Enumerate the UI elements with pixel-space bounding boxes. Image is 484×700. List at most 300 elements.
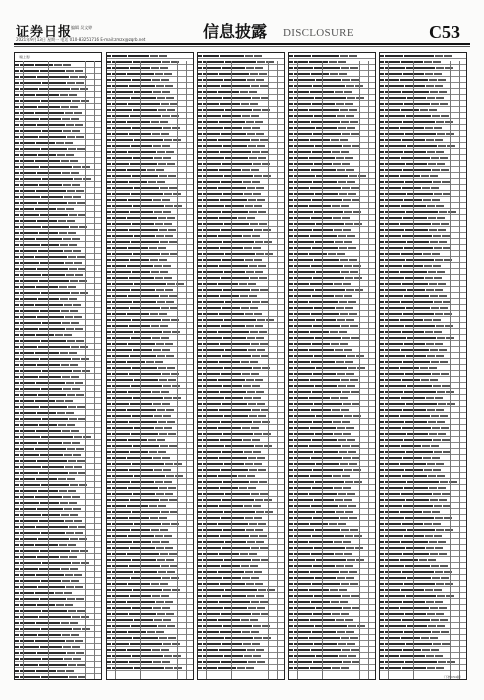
table-cell: [15, 394, 19, 396]
table-cell: [250, 331, 258, 333]
table-cell: [380, 55, 384, 57]
table-cell: [344, 91, 352, 93]
table-cell: [70, 76, 78, 78]
table-cell: [404, 55, 434, 57]
table-cell: [15, 598, 19, 600]
table-cell: [245, 571, 253, 573]
table-cell: [259, 223, 267, 225]
table-cell: [66, 586, 74, 588]
table-cell: [346, 169, 354, 171]
table-cell: [154, 619, 162, 621]
table-cell: [332, 667, 340, 669]
table-cell: [15, 484, 19, 486]
table-cell: [434, 277, 442, 279]
table-cell: [260, 547, 268, 549]
table-cell: [313, 661, 342, 663]
table-cell: [36, 334, 54, 336]
table-cell: [248, 607, 256, 609]
table-cell: [336, 511, 344, 513]
table-cell: [107, 643, 111, 645]
column-divider: [368, 61, 369, 679]
table-cell: [289, 295, 293, 297]
table-cell: [312, 295, 334, 297]
table-cell: [258, 157, 266, 159]
table-cell: [340, 517, 348, 519]
table-cell: [380, 277, 384, 279]
table-cell: [15, 448, 19, 450]
table-cell: [247, 133, 255, 135]
table-cell: [256, 391, 264, 393]
table-cell: [15, 574, 19, 576]
column-divider: [85, 61, 86, 679]
table-cell: [132, 271, 150, 273]
table-cell: [107, 439, 111, 441]
table-cell: [253, 421, 261, 423]
table-cell: [251, 601, 259, 603]
table-cell: [73, 166, 81, 168]
table-cell: [343, 145, 351, 147]
table-cell: [66, 412, 74, 414]
table-cell: [128, 103, 160, 105]
table-cell: [256, 79, 264, 81]
table-cell: [130, 643, 162, 645]
table-cell: [198, 235, 202, 237]
table-cell: [380, 559, 384, 561]
table-cell: [289, 277, 293, 279]
table-cell: [289, 169, 293, 171]
table-cell: [380, 145, 384, 147]
table-cell: [163, 211, 171, 213]
table-cell: [63, 238, 71, 240]
table-cell: [257, 319, 265, 321]
table-cell: [289, 451, 293, 453]
table-cell: [107, 397, 111, 399]
table-cell: [147, 169, 155, 171]
table-cell: [437, 421, 445, 423]
table-cell: [67, 220, 75, 222]
table-cell: [329, 61, 337, 63]
table-cell: [71, 88, 79, 90]
table-cell: [265, 511, 273, 513]
table-cell: [402, 139, 425, 141]
table-cell: [15, 508, 19, 510]
table-cell: [72, 130, 80, 132]
table-cell: [40, 358, 71, 360]
table-cell: [435, 571, 443, 573]
table-cell: [15, 592, 19, 594]
table-cell: [404, 487, 428, 489]
table-cell: [15, 442, 19, 444]
table-cell: [36, 142, 55, 144]
table-cell: [151, 271, 159, 273]
table-cell: [162, 373, 170, 375]
table-cell: [331, 139, 339, 141]
table-cell: [289, 259, 293, 261]
table-cell: [289, 391, 293, 393]
table-cell: [400, 415, 430, 417]
table-cell: [354, 481, 362, 483]
table-cell: [251, 139, 259, 141]
table-cell: [441, 577, 449, 579]
table-cell: [243, 385, 251, 387]
table-cell: [198, 379, 202, 381]
table-cell: [162, 199, 170, 201]
table-cell: [380, 661, 384, 663]
table-cell: [314, 547, 345, 549]
table-cell: [151, 325, 159, 327]
table-cell: [400, 175, 420, 177]
disclosure-table-area: [14, 52, 470, 684]
table-cell: [154, 265, 162, 267]
table-cell: [258, 265, 266, 267]
table-cell: [255, 499, 263, 501]
table-cell: [15, 436, 19, 438]
table-cell: [341, 613, 349, 615]
table-cell: [198, 415, 202, 417]
table-cell: [380, 625, 384, 627]
table-cell: [442, 439, 450, 441]
table-cell: [427, 409, 435, 411]
table-cell: [334, 487, 342, 489]
table-cell: [341, 379, 349, 381]
table-cell: [15, 352, 19, 354]
table-cell: [441, 373, 449, 375]
table-cell: [41, 340, 66, 342]
table-cell: [248, 283, 256, 285]
table-cell: [70, 538, 78, 540]
table-cell: [76, 394, 84, 396]
table-cell: [149, 451, 157, 453]
table-cell: [15, 196, 19, 198]
table-cell: [255, 325, 263, 327]
table-cell: [439, 241, 447, 243]
column-divider: [206, 61, 207, 679]
table-cell: [346, 319, 354, 321]
table-cell: [313, 469, 343, 471]
table-cell: [380, 181, 384, 183]
table-cell: [40, 646, 62, 648]
table-cell: [107, 505, 111, 507]
table-cell: [155, 535, 163, 537]
table-cell: [198, 595, 202, 597]
table-cell: [63, 130, 71, 132]
table-cell: [67, 598, 75, 600]
table-cell: [158, 367, 166, 369]
table-cell: [380, 223, 384, 225]
table-cell: [345, 103, 353, 105]
table-cell: [107, 73, 111, 75]
table-cell: [73, 508, 81, 510]
table-cell: [405, 469, 423, 471]
table-cell: [405, 661, 437, 663]
table-cell: [36, 238, 62, 240]
table-cell: [404, 391, 436, 393]
table-cell: [428, 625, 436, 627]
table-cell: [198, 331, 202, 333]
table-cell: [198, 565, 202, 567]
table-cell: [107, 517, 111, 519]
table-cell: [37, 652, 66, 654]
table-cell: [198, 187, 202, 189]
table-cell: [77, 406, 85, 408]
table-cell: [218, 667, 236, 669]
table-cell: [15, 616, 19, 618]
table-cell: [253, 367, 261, 369]
table-cell: [313, 517, 339, 519]
column-divider: [413, 61, 414, 679]
table-cell: [253, 163, 261, 165]
table-cell: [242, 577, 250, 579]
table-cell: [339, 505, 347, 507]
table-cell: [107, 469, 111, 471]
table-cell: [36, 286, 58, 288]
table-cell: [421, 379, 429, 381]
table-cell: [402, 619, 430, 621]
table-cell: [61, 160, 69, 162]
table-cell: [444, 259, 452, 261]
table-cell: [160, 499, 168, 501]
table-cell: [218, 331, 249, 333]
table-cell: [309, 253, 327, 255]
table-cell: [107, 127, 111, 129]
table-cell: [400, 607, 429, 609]
table-cell: [348, 655, 356, 657]
table-cell: [159, 487, 167, 489]
table-cell: [15, 142, 19, 144]
column-divider: [115, 61, 116, 679]
table-cell: [260, 343, 268, 345]
table-cell: [331, 343, 339, 345]
table-cell: [346, 85, 354, 87]
table-cell: [435, 259, 443, 261]
table-cell: [59, 286, 67, 288]
table-cell: [69, 418, 77, 420]
table-cell: [347, 181, 355, 183]
table-cell: [430, 241, 438, 243]
table-cell: [107, 535, 111, 537]
table-cell: [402, 475, 427, 477]
table-cell: [38, 106, 60, 108]
table-cell: [289, 337, 293, 339]
table-cell: [68, 148, 76, 150]
table-cell: [42, 466, 64, 468]
table-cell: [162, 403, 170, 405]
table-cell: [431, 307, 439, 309]
table-cell: [431, 619, 439, 621]
table-cell: [341, 121, 349, 123]
table-cell: [70, 280, 78, 282]
table-cell: [157, 439, 165, 441]
table-cell: [71, 118, 79, 120]
table-cell: [198, 607, 202, 609]
table-cell: [149, 505, 157, 507]
table-cell: [347, 493, 355, 495]
table-cell: [127, 505, 148, 507]
table-cell: [289, 133, 293, 135]
table-cell: [380, 247, 384, 249]
table-cell: [171, 577, 179, 579]
table-cell: [153, 607, 161, 609]
table-cell: [356, 97, 364, 99]
table-cell: [337, 631, 345, 633]
table-cell: [251, 631, 259, 633]
table-cell: [431, 565, 439, 567]
table-cell: [107, 163, 111, 165]
table-cell: [60, 556, 68, 558]
table-cell: [242, 631, 250, 633]
table-cell: [107, 91, 111, 93]
table-cell: [68, 256, 76, 258]
table-cell: [107, 475, 111, 477]
table-cell: [60, 502, 68, 504]
table-cell: [198, 577, 202, 579]
table-cell: [426, 343, 434, 345]
table-cell: [421, 637, 429, 639]
table-cell: [132, 463, 164, 465]
table-cell: [107, 223, 111, 225]
table-cell: [254, 637, 262, 639]
table-cell: [41, 436, 73, 438]
table-cell: [289, 487, 293, 489]
table-cell: [346, 631, 354, 633]
table-cell: [75, 586, 83, 588]
table-cell: [341, 271, 349, 273]
table-cell: [68, 232, 76, 234]
table-cell: [312, 631, 336, 633]
table-cell: [107, 325, 111, 327]
table-cell: [289, 655, 293, 657]
table-cell: [340, 343, 348, 345]
table-cell: [72, 562, 80, 564]
table-cell: [351, 79, 359, 81]
table-cell: [168, 637, 176, 639]
table-cell: [242, 427, 250, 429]
table-cell: [251, 577, 259, 579]
table-cell: [150, 55, 158, 57]
table-cell: [155, 73, 163, 75]
table-cell: [218, 91, 239, 93]
table-cell: [198, 535, 202, 537]
table-cell: [353, 211, 361, 213]
table-cell: [404, 535, 424, 537]
table-cell: [163, 469, 171, 471]
table-cell: [380, 79, 384, 81]
table-cell: [249, 265, 257, 267]
table-cell: [345, 277, 353, 279]
table-cell: [15, 244, 19, 246]
column-divider: [48, 61, 49, 679]
table-cell: [198, 475, 202, 477]
table-cell: [72, 100, 80, 102]
table-cell: [444, 571, 452, 573]
table-cell: [159, 637, 167, 639]
table-cell: [198, 97, 202, 99]
table-cell: [66, 670, 74, 672]
header-rule: [14, 43, 470, 45]
table-cell: [15, 418, 19, 420]
table-cell: [132, 223, 154, 225]
table-cell: [289, 355, 293, 357]
table-cell: [198, 313, 202, 315]
table-cell: [406, 595, 436, 597]
table-cell: [163, 385, 171, 387]
table-cell: [426, 655, 434, 657]
table-cell: [224, 559, 251, 561]
table-cell: [172, 385, 180, 387]
table-cell: [315, 625, 347, 627]
table-cell: [380, 259, 384, 261]
table-cell: [331, 397, 339, 399]
table-cell: [67, 478, 75, 480]
table-cell: [61, 514, 69, 516]
table-cell: [198, 421, 202, 423]
table-cell: [151, 583, 159, 585]
table-cell: [250, 535, 258, 537]
table-cell: [128, 295, 159, 297]
table-cell: [289, 493, 293, 495]
table-cell: [407, 145, 437, 147]
table-cell: [429, 367, 437, 369]
table-cell: [198, 391, 202, 393]
table-cell: [147, 631, 155, 633]
table-cell: [54, 64, 62, 66]
table-cell: [161, 79, 169, 81]
table-cell: [40, 310, 60, 312]
table-cell: [380, 541, 384, 543]
table-cell: [380, 187, 384, 189]
table-cell: [433, 469, 441, 471]
table-cell: [198, 223, 202, 225]
table-cell: [129, 469, 153, 471]
table-cell: [198, 619, 202, 621]
column-divider: [94, 61, 95, 679]
table-cell: [128, 247, 148, 249]
table-cell: [224, 271, 245, 273]
table-cell: [312, 55, 339, 57]
table-cell: [350, 325, 358, 327]
table-cell: [198, 67, 202, 69]
table-cell: [219, 553, 239, 555]
table-cell: [107, 391, 111, 393]
table-cell: [380, 235, 384, 237]
table-cell: [289, 499, 293, 501]
table-cell: [289, 421, 293, 423]
table-cell: [198, 241, 202, 243]
table-cell: [163, 157, 171, 159]
table-cell: [203, 55, 219, 57]
table-cell: [169, 499, 177, 501]
table-cell: [129, 661, 152, 663]
table-cell: [348, 193, 356, 195]
table-cell: [380, 379, 384, 381]
table-cell: [249, 553, 257, 555]
table-cell: [15, 328, 19, 330]
table-cell: [62, 322, 70, 324]
table-cell: [427, 151, 435, 153]
table-cell: [403, 409, 426, 411]
table-cell: [258, 523, 266, 525]
table-cell: [403, 121, 435, 123]
table-cell: [335, 91, 343, 93]
table-cell: [401, 541, 428, 543]
table-cell: [289, 529, 293, 531]
table-cell: [380, 133, 384, 135]
table-cell: [312, 103, 335, 105]
table-cell: [15, 544, 19, 546]
table-cell: [316, 127, 337, 129]
table-cell: [254, 433, 262, 435]
table-cell: [157, 409, 165, 411]
